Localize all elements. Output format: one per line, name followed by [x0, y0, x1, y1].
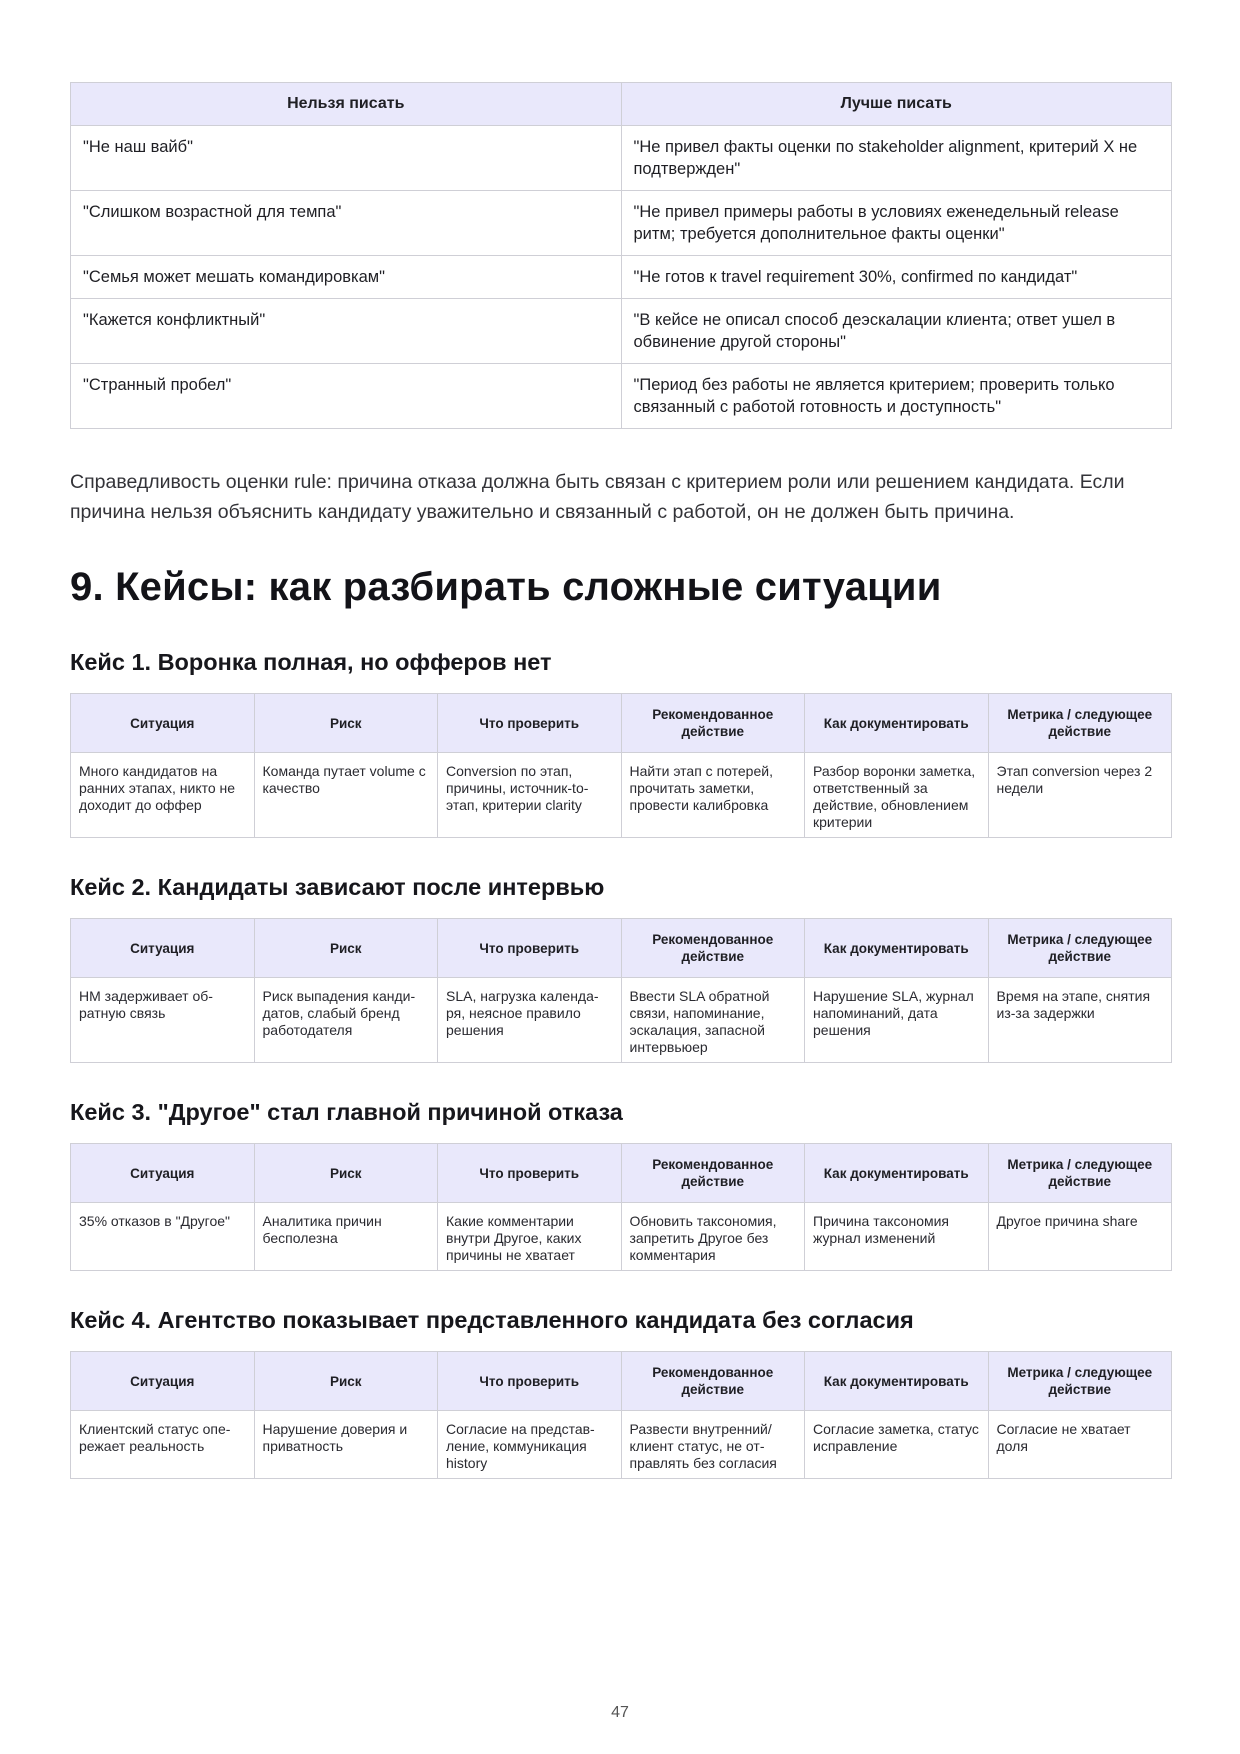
- table-cell: Согласие на представление, коммуникация history: [438, 1411, 622, 1479]
- table-row: [71, 978, 1172, 1063]
- table-cell: "Не привел примеры работы в условиях еженедельный release ритм; требуется дополнительное факты оценки": [621, 191, 1172, 256]
- header-risk: Риск: [254, 1144, 438, 1203]
- table-row: [71, 126, 1172, 191]
- header-recommended-action: Рекомендованное действие: [621, 1144, 805, 1203]
- header-recommended-action: Рекомендованное действие: [621, 1352, 805, 1411]
- table-cell: Команда путает volume с качество: [254, 753, 438, 838]
- wording-comparison-table: [70, 82, 1172, 429]
- header-how-to-document: Как документировать: [805, 919, 989, 978]
- header-situation: Ситуация: [71, 919, 255, 978]
- table-cell: "Не привел факты оценки по stakeholder alignment, критерий X не подтвержден": [621, 126, 1172, 191]
- case-table: [70, 1143, 1172, 1271]
- case-title: Кейс 1. Воронка полная, но офферов нет: [70, 649, 552, 675]
- header-risk: Риск: [254, 1352, 438, 1411]
- table-cell: SLA, нагрузка календаря, неясное правило решения: [438, 978, 622, 1063]
- case-table: [70, 693, 1172, 838]
- table-cell: Много кандидатов на ранних этапах, никто не доходит до оффер: [71, 753, 255, 838]
- fairness-rule-paragraph: Справедливость оценки rule: причина отказа должна быть связан с критерием роли или решением кандидата. Если причина нельзя объяснить кандидату уважительно и связанный с работой, он не должен быть причина.: [70, 471, 1125, 523]
- table-cell: Разбор воронки заметка, ответственный за действие, обновлением критерии: [805, 753, 989, 838]
- table-cell: Развести внутренний/ клиент статус, не отправлять без согласия: [621, 1411, 805, 1479]
- case-title: Кейс 2. Кандидаты зависают после интервью: [70, 874, 605, 900]
- table-row: [71, 1203, 1172, 1271]
- table-cell: 35% отказов в "Другое": [71, 1203, 255, 1271]
- table-cell: Ввести SLA обратной связи, напоминание, эскалация, запасной интервьюер: [621, 978, 805, 1063]
- header-metric-next-step: Метрика / следующее действие: [988, 1144, 1172, 1203]
- header-what-to-check: Что проверить: [438, 1144, 622, 1203]
- header-metric-next-step: Метрика / следующее действие: [988, 919, 1172, 978]
- table-cell: "Не наш вайб": [71, 126, 622, 191]
- case-2: [70, 872, 1172, 1063]
- table-row: [71, 753, 1172, 838]
- header-what-to-check: Что проверить: [438, 919, 622, 978]
- table-cell: "Слишком возрастной для темпа": [71, 191, 622, 256]
- header-metric-next-step: Метрика / следующее действие: [988, 1352, 1172, 1411]
- table-cell: Согласие не хватает доля: [988, 1411, 1172, 1479]
- table-row: [71, 191, 1172, 256]
- header-better-write: Лучше писать: [621, 83, 1172, 126]
- case-title: Кейс 4. Агентство показывает представленного кандидата без согласия: [70, 1307, 914, 1333]
- case-table: [70, 1351, 1172, 1479]
- table-cell: Найти этап с потерей, прочитать заметки, провести калибровка: [621, 753, 805, 838]
- cases-container: [70, 647, 1172, 1479]
- page-content: [70, 82, 1172, 1479]
- table-cell: "Период без работы не является критерием; проверить только связанный с работой готовность и доступность": [621, 364, 1172, 429]
- case-4: [70, 1305, 1172, 1479]
- case-1: [70, 647, 1172, 838]
- header-risk: Риск: [254, 694, 438, 753]
- table-cell: "Странный пробел": [71, 364, 622, 429]
- table-cell: Клиентский статус опережает реальность: [71, 1411, 255, 1479]
- header-dont-write: Нельзя писать: [71, 83, 622, 126]
- table-cell: Риск выпадения кандидатов, слабый бренд работодателя: [254, 978, 438, 1063]
- header-how-to-document: Как документировать: [805, 1144, 989, 1203]
- header-risk: Риск: [254, 919, 438, 978]
- header-recommended-action: Рекомендованное действие: [621, 694, 805, 753]
- table-cell: "Не готов к travel requirement 30%, confirmed по кандидат": [621, 256, 1172, 299]
- table-cell: Время на этапе, снятия из-за задержки: [988, 978, 1172, 1063]
- case-title: Кейс 3. "Другое" стал главной причиной отказа: [70, 1099, 623, 1125]
- table-cell: Согласие заметка, статус исправление: [805, 1411, 989, 1479]
- case-table: [70, 918, 1172, 1063]
- table-row: [71, 1411, 1172, 1479]
- table-row: [71, 256, 1172, 299]
- header-recommended-action: Рекомендованное действие: [621, 919, 805, 978]
- table-cell: Этап conversion через 2 недели: [988, 753, 1172, 838]
- header-what-to-check: Что проверить: [438, 1352, 622, 1411]
- table-cell: Обновить таксономия, запретить Другое без комментария: [621, 1203, 805, 1271]
- header-situation: Ситуация: [71, 1144, 255, 1203]
- page-number: 47: [611, 1704, 629, 1721]
- table-cell: Другое причина share: [988, 1203, 1172, 1271]
- table-cell: Нарушение SLA, журнал напоминаний, дата решения: [805, 978, 989, 1063]
- table-row: [71, 299, 1172, 364]
- header-how-to-document: Как документировать: [805, 1352, 989, 1411]
- header-situation: Ситуация: [71, 694, 255, 753]
- header-what-to-check: Что проверить: [438, 694, 622, 753]
- table-cell: Причина таксономия журнал изменений: [805, 1203, 989, 1271]
- header-situation: Ситуация: [71, 1352, 255, 1411]
- table-cell: Нарушение доверия и приватность: [254, 1411, 438, 1479]
- header-how-to-document: Как документировать: [805, 694, 989, 753]
- case-3: [70, 1097, 1172, 1271]
- table-cell: HM задерживает обратную связь: [71, 978, 255, 1063]
- header-metric-next-step: Метрика / следующее действие: [988, 694, 1172, 753]
- table-cell: "Семья может мешать командировкам": [71, 256, 622, 299]
- section-title: 9. Кейсы: как разбирать сложные ситуации: [70, 565, 942, 609]
- table-row: [71, 364, 1172, 429]
- table-cell: "В кейсе не описал способ деэскалации клиента; ответ ушел в обвинение другой стороны": [621, 299, 1172, 364]
- table-cell: Conversion по этап, причины, источник-to-этап, критерии clarity: [438, 753, 622, 838]
- table-cell: Какие комментарии внутри Другое, каких причины не хватает: [438, 1203, 622, 1271]
- table-cell: "Кажется конфликтный": [71, 299, 622, 364]
- table-cell: Аналитика причин бесполезна: [254, 1203, 438, 1271]
